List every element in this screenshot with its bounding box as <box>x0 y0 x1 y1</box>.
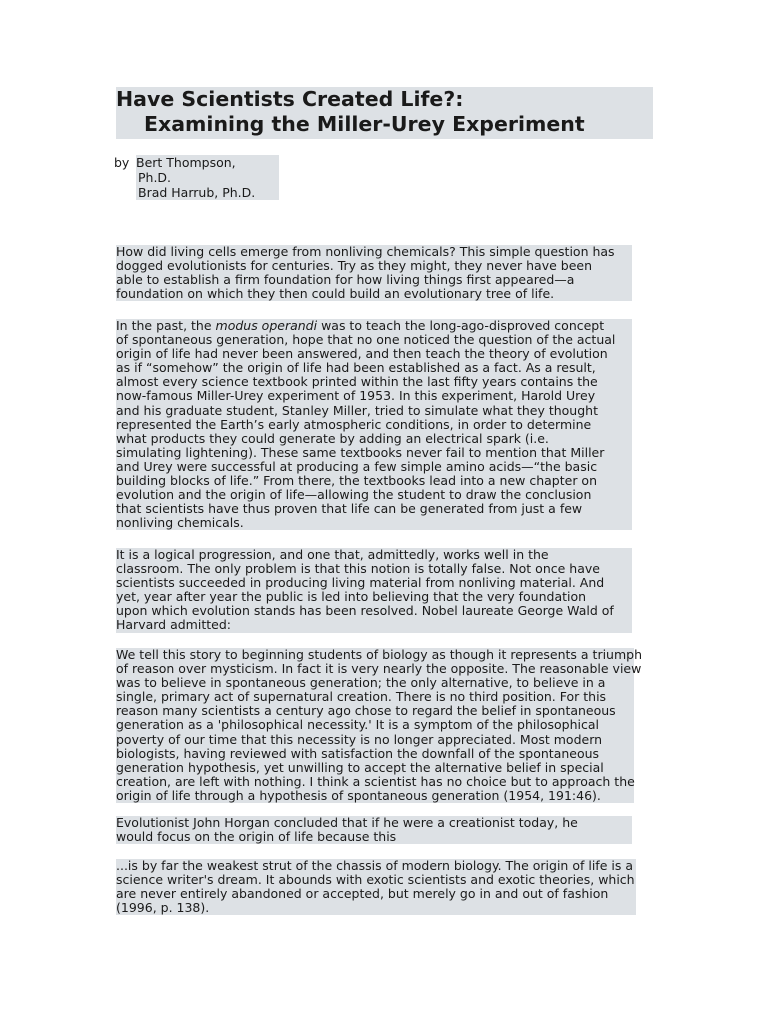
text-line: yet, year after year the public is led into believing that the very foundation <box>116 589 587 605</box>
text-line: building blocks of life.” From there, the textbooks lead into a new chapter on <box>116 473 597 489</box>
text-fragment: In the past, the <box>116 318 216 333</box>
text-line: of reason over mysticism. In fact it is very nearly the opposite. The reasonable view <box>116 661 642 677</box>
text-line: able to establish a firm foundation for how living things first appeared—a <box>116 272 575 288</box>
text-line: evolution and the origin of life—allowing the student to draw the conclusion <box>116 487 592 503</box>
text-line: poverty of our time that this necessity is no longer appreciated. Most modern <box>116 731 603 747</box>
text-line: almost every science textbook printed within the last fifty years contains the <box>116 374 598 390</box>
title-line-2: Examining the Miller-Urey Experiment <box>144 112 585 136</box>
paragraph-history <box>116 319 632 530</box>
text-line: upon which evolution stands has been resolved. Nobel laureate George Wald of <box>116 603 614 619</box>
text-line: simulating lightening). These same textbooks never fail to mention that Miller <box>116 444 605 460</box>
paragraph-intro <box>116 245 632 301</box>
text-line: are never entirely abandoned or accepted, but merely go in and out of fashion <box>116 886 609 902</box>
text-line: origin of life had never been answered, and then teach the theory of evolution <box>116 346 608 362</box>
author-2: Brad Harrub, Ph.D. <box>138 185 256 200</box>
text-line: biologists, having reviewed with satisfaction the downfall of the spontaneous <box>116 745 600 761</box>
text-fragment: was to teach the long-ago-disproved concept <box>317 318 605 333</box>
author-1-name: Bert Thompson, <box>136 155 236 170</box>
text-line: We tell this story to beginning students of biology as though it represents a triumph <box>116 647 643 662</box>
text-line: of spontaneous generation, hope that no one noticed the question of the actual <box>116 332 616 348</box>
text-line: It is a logical progression, and one that, admittedly, works well in the <box>116 547 549 562</box>
quote-horgan <box>116 859 636 915</box>
text-line: ...is by far the weakest strut of the chassis of modern biology. The origin of life is a <box>116 858 633 873</box>
text-line: origin of life through a hypothesis of spontaneous generation (1954, 191:46). <box>116 787 601 803</box>
text-line: Harvard admitted: <box>116 617 231 633</box>
text-line: would focus on the origin of life because this <box>116 829 397 845</box>
italic-term: modus operandi <box>215 318 318 333</box>
text-line: dogged evolutionists for centuries. Try as they might, they never have been <box>116 258 593 274</box>
text-line: scientists succeeded in producing living material from nonliving material. And <box>116 575 605 591</box>
text-line: classroom. The only problem is that this notion is totally false. Not once have <box>116 561 600 577</box>
text-line: foundation on which they then could build an evolutionary tree of life. <box>116 286 555 302</box>
text-line: what products they could generate by adding an electrical spark (i.e. <box>116 430 549 446</box>
text-line: How did living cells emerge from nonliving chemicals? This simple question has <box>116 244 615 259</box>
text-line: creation, are left with nothing. I think a scientist has no choice but to approach the <box>116 773 635 789</box>
author-1-degree: Ph.D. <box>138 170 172 185</box>
text-line: single, primary act of supernatural creation. There is no third position. For this <box>116 689 607 705</box>
text-line: nonliving chemicals. <box>116 515 244 531</box>
text-line: that scientists have thus proven that life can be generated from just a few <box>116 501 583 517</box>
document-title <box>116 87 653 139</box>
text-line: and Urey were successful at producing a few simple amino acids—“the basic <box>116 458 598 474</box>
text-line: (1996, p. 138). <box>116 900 210 916</box>
text-line: reason many scientists a century ago chose to regard the belief in spontaneous <box>116 703 616 719</box>
paragraph-horgan <box>116 816 632 844</box>
title-line-1: Have Scientists Created Life?: <box>116 87 464 111</box>
text-line: was to believe in spontaneous generation; the only alternative, to believe in a <box>116 675 606 691</box>
byline-label: by <box>114 155 130 170</box>
quote-wald <box>116 647 643 803</box>
paragraph-progression <box>116 548 632 633</box>
byline <box>136 155 279 200</box>
text-line: represented the Earth’s early atmospheric conditions, in order to determine <box>116 416 592 432</box>
text-line: generation as a 'philosophical necessity.' It is a symptom of the philosophical <box>116 717 599 733</box>
text-line: and his graduate student, Stanley Miller, tried to simulate what they thought <box>116 402 598 418</box>
text-line: as if “somehow” the origin of life had been established as a fact. As a result, <box>116 360 596 376</box>
text-line: science writer's dream. It abounds with exotic scientists and exotic theories, which <box>116 872 635 888</box>
text-line <box>116 319 632 333</box>
text-line: generation hypothesis, yet unwilling to accept the alternative belief in special <box>116 759 604 775</box>
text-line: Evolutionist John Horgan concluded that if he were a creationist today, he <box>116 815 578 830</box>
text-line: now-famous Miller-Urey experiment of 1953. In this experiment, Harold Urey <box>116 388 596 404</box>
